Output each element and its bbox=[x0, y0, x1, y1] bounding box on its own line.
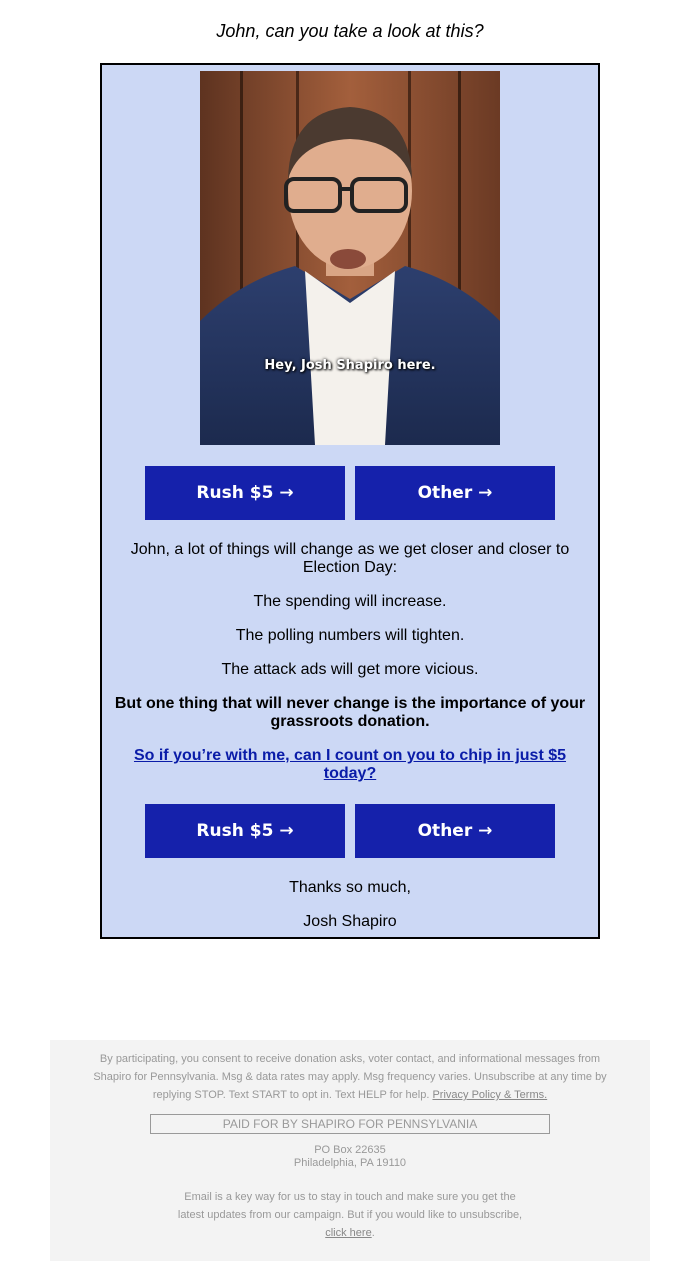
hero-video-image[interactable] bbox=[200, 71, 500, 445]
chip-in-link[interactable]: So if you’re with me, can I count on you to chip in just $5 today? bbox=[133, 747, 567, 782]
other-amount-button[interactable]: Other → bbox=[355, 804, 555, 858]
mailing-address bbox=[50, 1144, 650, 1170]
closing-thanks: Thanks so much, bbox=[289, 879, 411, 896]
unsubscribe-message: Email is a key way for us to stay in touch and make sure you get the latest updates from our campaign. But if you would like to unsubscribe, bbox=[177, 1191, 523, 1221]
email-card bbox=[100, 63, 600, 939]
hero-caption: Hey, Josh Shapiro here. bbox=[264, 358, 436, 373]
address-line-1: PO Box 22635 bbox=[314, 1144, 386, 1156]
address-line-2: Philadelphia, PA 19110 bbox=[293, 1157, 407, 1169]
legal-disclaimer bbox=[80, 1050, 620, 1104]
donate-buttons-bottom bbox=[145, 804, 555, 858]
unsubscribe-link[interactable]: click here bbox=[325, 1227, 372, 1239]
rush-5-button[interactable]: Rush $5 → bbox=[145, 466, 345, 520]
rush-5-button[interactable]: Rush $5 → bbox=[145, 804, 345, 858]
unsubscribe-text bbox=[170, 1188, 530, 1242]
bold-paragraph: But one thing that will never change is the importance of your grassroots donation. bbox=[114, 695, 586, 730]
privacy-policy-link[interactable]: Privacy Policy & Terms. bbox=[432, 1089, 548, 1101]
body-line-polling: The polling numbers will tighten. bbox=[235, 627, 465, 644]
email-footer bbox=[50, 1040, 650, 1261]
body-line-spending: The spending will increase. bbox=[253, 593, 447, 610]
body-line-attack-ads: The attack ads will get more vicious. bbox=[221, 661, 479, 678]
paid-for-disclaimer: PAID FOR BY SHAPIRO FOR PENNSYLVANIA bbox=[150, 1114, 550, 1134]
unsubscribe-period: . bbox=[371, 1227, 375, 1239]
legal-text: By participating, you consent to receive donation asks, voter contact, and informational messages from Shapiro for Pennsylvania. Msg & data rates may apply. Msg frequency varies. Unsubscribe at any time by replying STOP. Text START to opt in. Text HELP for help. bbox=[93, 1053, 607, 1101]
preheader-text: John, can you take a look at this? bbox=[216, 21, 484, 41]
donate-buttons-top bbox=[145, 466, 555, 520]
hero-photo bbox=[200, 71, 500, 445]
intro-paragraph: John, a lot of things will change as we get closer and closer to Election Day: bbox=[130, 541, 570, 576]
cta-paragraph bbox=[112, 747, 588, 783]
signature: Josh Shapiro bbox=[303, 913, 397, 930]
other-amount-button[interactable]: Other → bbox=[355, 466, 555, 520]
